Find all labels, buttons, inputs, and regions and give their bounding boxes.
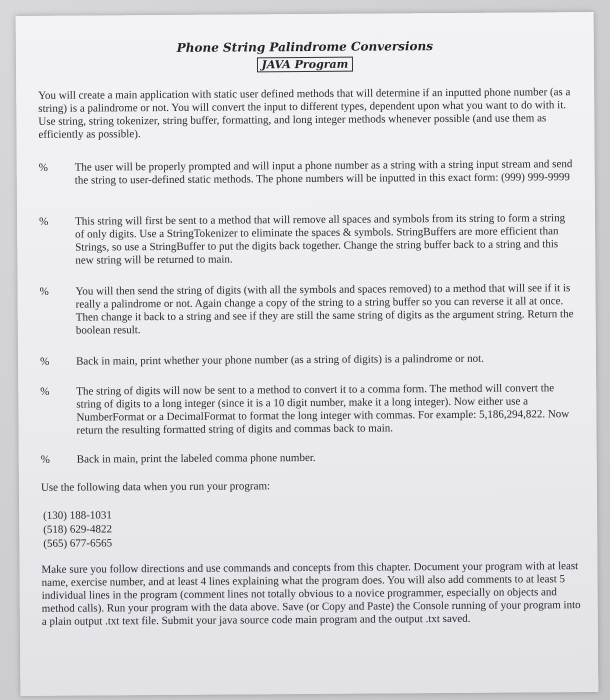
bullet-marker: % <box>38 161 48 174</box>
instruction-item-3: You will then send the string of digits (with all the symbols and spaces removed) to a method that will see if it is really a palindrome or not. Again change a copy of the string to a string buffer so you can reverse it all at once. Then change it back to a string and see if they are still the same string of digits as the argument string. Return the boolean result. <box>75 282 574 337</box>
data-line-3: (565) 677-6565 <box>43 537 113 550</box>
instruction-item-2: This string will first be sent to a method that will remove all spaces and symbols from its string to form a string of only digits. Use a StringTokenizer to eliminate the spaces & symbols. StringBuffers are more efficient than Strings, so use a StringBuffer to put the digits back together. Change the string buffer back to a string and this new string will be returned to main. <box>75 212 566 267</box>
instruction-item-4: Back in main, print whether your phone number (as a string of digits) is a palindrome or not. <box>76 352 484 368</box>
bullet-marker: % <box>39 215 49 228</box>
bullet-marker: % <box>40 355 50 368</box>
bullet-marker: % <box>40 453 50 466</box>
closing-paragraph: Make sure you follow directions and use commands and concepts from this chapter. Document your program with at least name, exercise number, and at least 4 lines explaining what the program does. You will also add comments to at least 5 individual lines in the program (comment lines not totally obvious to a novice programmer, especially on objects and method calls). Run your program with the data above. Save (or Copy and Paste) the Console running of your program into a plain output .txt text file. Submit your java source code main program and the output .txt saved. <box>41 560 581 628</box>
intro-paragraph: You will create a main application with static user defined methods that will determine if an inputted phone number (as a string) is a palindrome or not. You will convert the input to different types, dependent upon what you want to do with it. Use string, string tokenizer, string buffer, formatting, and long integer methods whenever possible (and use them as efficiently as possible). <box>38 86 571 141</box>
bullet-marker: % <box>40 385 50 398</box>
bullet-marker: % <box>39 285 49 298</box>
instruction-item-6: Back in main, print the labeled comma phone number. <box>76 451 316 466</box>
document-subtitle: JAVA Program <box>16 56 594 73</box>
data-line-1: (130) 188-1031 <box>43 509 112 522</box>
data-intro: Use the following data when you run your program: <box>40 480 271 494</box>
data-line-2: (518) 629-4822 <box>43 523 113 536</box>
document-title: Phone String Palindrome Conversions <box>176 39 434 55</box>
document-page <box>16 12 599 696</box>
instruction-item-5: The string of digits will now be sent to a method to convert it to a comma form. The method will convert the string of digits to a long integer (since it is a 10 digit number, make it a long integer). Now either use a NumberFormat or a DecimalFormat to format the long integer with commas. For example: 5,186,294,822. Now return the resulting formatted string of digits and commas back to main. <box>76 382 570 437</box>
instruction-item-1: The user will be properly prompted and will input a phone number as a string with a string input stream and send the string to user-defined static methods. The phone numbers will be inputted in this exact form: (999) 999-9999 <box>74 158 573 187</box>
